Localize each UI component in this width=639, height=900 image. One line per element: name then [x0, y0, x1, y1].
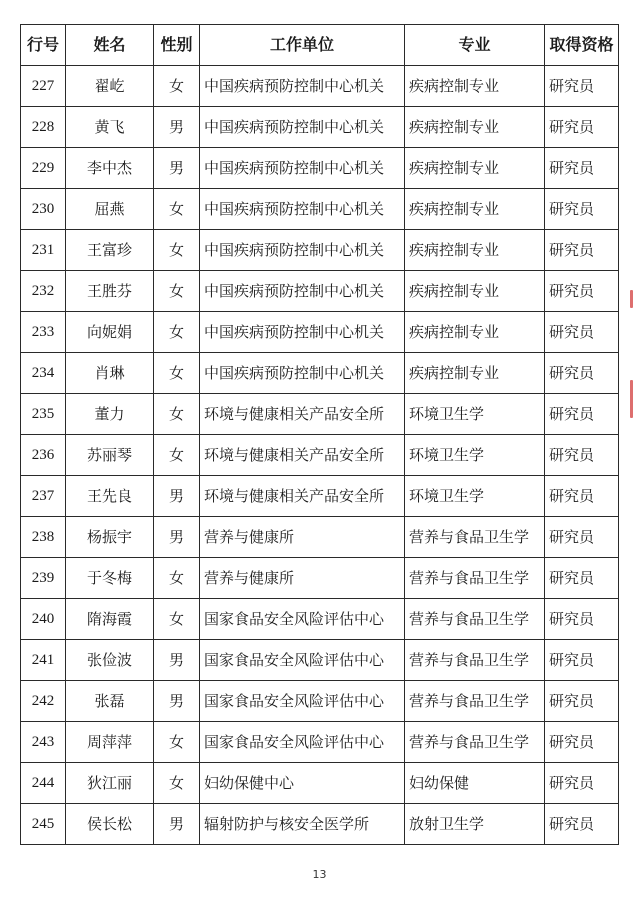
cell-id: 244 — [21, 763, 66, 804]
table-row — [21, 517, 619, 558]
cell-sex: 男 — [154, 804, 200, 845]
cell-qual: 研究员 — [545, 107, 619, 148]
cell-sex: 男 — [154, 148, 200, 189]
cell-major: 营养与食品卫生学 — [405, 640, 545, 681]
cell-id: 245 — [21, 804, 66, 845]
cell-unit: 营养与健康所 — [200, 558, 405, 599]
cell-unit: 中国疾病预防控制中心机关 — [200, 271, 405, 312]
cell-sex: 女 — [154, 599, 200, 640]
table-row — [21, 271, 619, 312]
cell-unit: 国家食品安全风险评估中心 — [200, 599, 405, 640]
cell-major: 疾病控制专业 — [405, 312, 545, 353]
table-row — [21, 804, 619, 845]
header-unit: 工作单位 — [200, 25, 405, 66]
cell-major: 放射卫生学 — [405, 804, 545, 845]
cell-qual: 研究员 — [545, 66, 619, 107]
cell-sex: 女 — [154, 763, 200, 804]
cell-id: 236 — [21, 435, 66, 476]
cell-unit: 中国疾病预防控制中心机关 — [200, 353, 405, 394]
cell-name: 屈燕 — [66, 189, 154, 230]
cell-major: 妇幼保健 — [405, 763, 545, 804]
cell-unit: 妇幼保健中心 — [200, 763, 405, 804]
cell-qual: 研究员 — [545, 394, 619, 435]
cell-unit: 中国疾病预防控制中心机关 — [200, 66, 405, 107]
cell-unit: 国家食品安全风险评估中心 — [200, 681, 405, 722]
cell-major: 环境卫生学 — [405, 394, 545, 435]
cell-sex: 男 — [154, 681, 200, 722]
cell-major: 疾病控制专业 — [405, 353, 545, 394]
cell-sex: 男 — [154, 476, 200, 517]
cell-unit: 国家食品安全风险评估中心 — [200, 722, 405, 763]
cell-sex: 女 — [154, 189, 200, 230]
table-row — [21, 435, 619, 476]
cell-sex: 女 — [154, 394, 200, 435]
cell-unit: 辐射防护与核安全医学所 — [200, 804, 405, 845]
cell-sex: 女 — [154, 353, 200, 394]
cell-name: 于冬梅 — [66, 558, 154, 599]
table-row — [21, 312, 619, 353]
cell-id: 233 — [21, 312, 66, 353]
cell-qual: 研究员 — [545, 271, 619, 312]
cell-name: 苏丽琴 — [66, 435, 154, 476]
cell-id: 239 — [21, 558, 66, 599]
cell-qual: 研究员 — [545, 599, 619, 640]
header-id: 行号 — [21, 25, 66, 66]
cell-qual: 研究员 — [545, 681, 619, 722]
table-body — [21, 66, 619, 845]
cell-name: 王胜芬 — [66, 271, 154, 312]
cell-qual: 研究员 — [545, 640, 619, 681]
cell-major: 环境卫生学 — [405, 435, 545, 476]
cell-unit: 环境与健康相关产品安全所 — [200, 394, 405, 435]
cell-name: 张磊 — [66, 681, 154, 722]
cell-name: 王富珍 — [66, 230, 154, 271]
cell-unit: 中国疾病预防控制中心机关 — [200, 230, 405, 271]
cell-qual: 研究员 — [545, 804, 619, 845]
cell-qual: 研究员 — [545, 230, 619, 271]
table-row — [21, 230, 619, 271]
cell-sex: 女 — [154, 230, 200, 271]
cell-id: 228 — [21, 107, 66, 148]
cell-name: 隋海霞 — [66, 599, 154, 640]
cell-id: 237 — [21, 476, 66, 517]
cell-name: 李中杰 — [66, 148, 154, 189]
stamp-edge-mark — [630, 380, 633, 418]
cell-major: 疾病控制专业 — [405, 230, 545, 271]
cell-major: 疾病控制专业 — [405, 189, 545, 230]
table-row — [21, 148, 619, 189]
cell-unit: 中国疾病预防控制中心机关 — [200, 312, 405, 353]
cell-name: 狄江丽 — [66, 763, 154, 804]
cell-qual: 研究员 — [545, 722, 619, 763]
cell-name: 王先良 — [66, 476, 154, 517]
cell-id: 229 — [21, 148, 66, 189]
cell-qual: 研究员 — [545, 476, 619, 517]
table-row — [21, 353, 619, 394]
cell-sex: 女 — [154, 312, 200, 353]
cell-name: 董力 — [66, 394, 154, 435]
cell-major: 环境卫生学 — [405, 476, 545, 517]
roster-table — [20, 24, 619, 845]
header-row — [21, 25, 619, 66]
cell-unit: 国家食品安全风险评估中心 — [200, 640, 405, 681]
cell-major: 营养与食品卫生学 — [405, 558, 545, 599]
cell-qual: 研究员 — [545, 353, 619, 394]
cell-qual: 研究员 — [545, 558, 619, 599]
cell-id: 234 — [21, 353, 66, 394]
cell-major: 疾病控制专业 — [405, 148, 545, 189]
table-row — [21, 394, 619, 435]
cell-major: 疾病控制专业 — [405, 66, 545, 107]
cell-unit: 环境与健康相关产品安全所 — [200, 476, 405, 517]
cell-qual: 研究员 — [545, 435, 619, 476]
header-major: 专业 — [405, 25, 545, 66]
cell-major: 营养与食品卫生学 — [405, 681, 545, 722]
cell-id: 230 — [21, 189, 66, 230]
cell-id: 231 — [21, 230, 66, 271]
cell-name: 杨振宇 — [66, 517, 154, 558]
table-row — [21, 599, 619, 640]
cell-name: 肖琳 — [66, 353, 154, 394]
cell-name: 侯长松 — [66, 804, 154, 845]
cell-sex: 女 — [154, 558, 200, 599]
header-name: 姓名 — [66, 25, 154, 66]
cell-sex: 女 — [154, 271, 200, 312]
cell-sex: 女 — [154, 66, 200, 107]
cell-id: 242 — [21, 681, 66, 722]
table-row — [21, 722, 619, 763]
cell-unit: 环境与健康相关产品安全所 — [200, 435, 405, 476]
cell-id: 232 — [21, 271, 66, 312]
cell-unit: 中国疾病预防控制中心机关 — [200, 189, 405, 230]
cell-sex: 男 — [154, 640, 200, 681]
table-row — [21, 681, 619, 722]
cell-id: 243 — [21, 722, 66, 763]
table-row — [21, 476, 619, 517]
cell-id: 240 — [21, 599, 66, 640]
cell-name: 周萍萍 — [66, 722, 154, 763]
table-header — [21, 25, 619, 66]
cell-unit: 中国疾病预防控制中心机关 — [200, 107, 405, 148]
cell-id: 235 — [21, 394, 66, 435]
page-number: 13 — [312, 868, 327, 881]
cell-major: 营养与食品卫生学 — [405, 517, 545, 558]
cell-qual: 研究员 — [545, 517, 619, 558]
cell-qual: 研究员 — [545, 148, 619, 189]
table-row — [21, 763, 619, 804]
cell-id: 241 — [21, 640, 66, 681]
cell-major: 营养与食品卫生学 — [405, 722, 545, 763]
header-qual: 取得资格 — [545, 25, 619, 66]
table-row — [21, 66, 619, 107]
cell-sex: 男 — [154, 107, 200, 148]
cell-sex: 男 — [154, 517, 200, 558]
cell-name: 翟屹 — [66, 66, 154, 107]
cell-unit: 中国疾病预防控制中心机关 — [200, 148, 405, 189]
cell-id: 227 — [21, 66, 66, 107]
cell-sex: 女 — [154, 722, 200, 763]
table-row — [21, 640, 619, 681]
cell-qual: 研究员 — [545, 189, 619, 230]
cell-major: 营养与食品卫生学 — [405, 599, 545, 640]
cell-unit: 营养与健康所 — [200, 517, 405, 558]
cell-major: 疾病控制专业 — [405, 107, 545, 148]
header-sex: 性别 — [154, 25, 200, 66]
stamp-edge-mark — [630, 290, 633, 308]
cell-major: 疾病控制专业 — [405, 271, 545, 312]
table-row — [21, 558, 619, 599]
cell-qual: 研究员 — [545, 312, 619, 353]
cell-qual: 研究员 — [545, 763, 619, 804]
cell-name: 张俭波 — [66, 640, 154, 681]
cell-name: 黄飞 — [66, 107, 154, 148]
table-row — [21, 189, 619, 230]
table-row — [21, 107, 619, 148]
cell-sex: 女 — [154, 435, 200, 476]
cell-name: 向妮娟 — [66, 312, 154, 353]
cell-id: 238 — [21, 517, 66, 558]
